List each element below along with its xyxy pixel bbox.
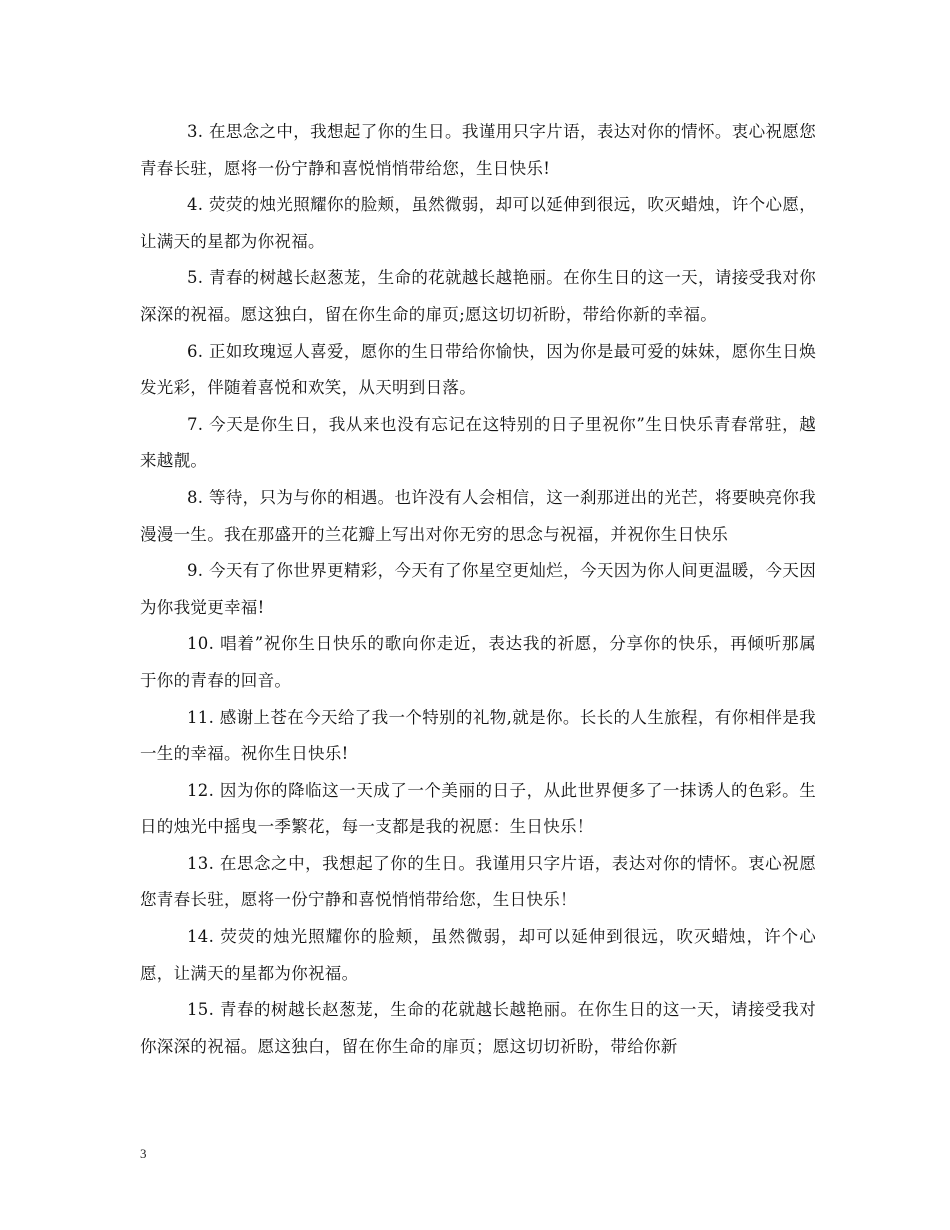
paragraph-8: 8. 等待，只为与你的相遇。也许没有人会相信，这一刹那迸出的光芒，将要映亮你我漫漫一生。我在那盛开的兰花瓣上写出对你无穷的思念与祝福，并祝你生日快乐 (140, 487, 816, 544)
paragraph-3: 3. 在思念之中，我想起了你的生日。我谨用只字片语，表达对你的情怀。衷心祝愿您青春长驻，愿将一份宁静和喜悦悄悄带给您，生日快乐! (140, 122, 816, 178)
paragraph-15: 15. 青春的树越长赵葱茏，生命的花就越长越艳丽。在你生日的这一天，请接受我对你深深的祝福。愿这独白，留在你生命的扉页；愿这切切祈盼，带给你新 (140, 1000, 816, 1056)
page-number: 3 (140, 1146, 147, 1161)
paragraph-5: 5. 青春的树越长赵葱茏，生命的花就越长越艳丽。在你生日的这一天，请接受我对你深深的祝福。愿这独白，留在你生命的扉页;愿这切切祈盼，带给你新的幸福。 (140, 268, 816, 324)
paragraph-13: 13. 在思念之中，我想起了你的生日。我谨用只字片语，表达对你的情怀。衷心祝愿您青春长驻，愿将一份宁静和喜悦悄悄带给您，生日快乐！ (140, 853, 816, 910)
paragraph-12: 12. 因为你的降临这一天成了一个美丽的日子，从此世界便多了一抹诱人的色彩。生日的烛光中摇曳一季繁花，每一支都是我的祝愿：生日快乐！ (140, 780, 816, 837)
paragraph-10: 10. 唱着”祝你生日快乐的歌向你走近，表达我的祈愿，分享你的快乐，再倾听那属于你的青春的回音。 (140, 634, 816, 690)
paragraph-11: 11. 感谢上苍在今天给了我一个特别的礼物,就是你。长长的人生旅程，有你相伴是我一生的幸福。祝你生日快乐! (140, 707, 816, 764)
paragraph-7: 7. 今天是你生日，我从来也没有忘记在这特别的日子里祝你”生日快乐青春常驻，越来越靓。 (140, 414, 816, 471)
paragraph-14: 14. 荧荧的烛光照耀你的脸颊，虽然微弱，却可以延伸到很远，吹灭蜡烛，许个心愿，让满天的星都为你祝福。 (140, 927, 816, 983)
document-body (140, 114, 816, 1065)
paragraph-4: 4. 荧荧的烛光照耀你的脸颊，虽然微弱，却可以延伸到很远，吹灭蜡烛，许个心愿，让满天的星都为你祝福。 (140, 195, 816, 251)
paragraph-9: 9. 今天有了你世界更精彩，今天有了你星空更灿烂，今天因为你人间更温暖，今天因为你我觉更幸福! (140, 561, 816, 617)
paragraph-6: 6. 正如玫瑰逗人喜爱，愿你的生日带给你愉快，因为你是最可爱的妹妹，愿你生日焕发光彩，伴随着喜悦和欢笑，从天明到日落。 (140, 341, 816, 398)
